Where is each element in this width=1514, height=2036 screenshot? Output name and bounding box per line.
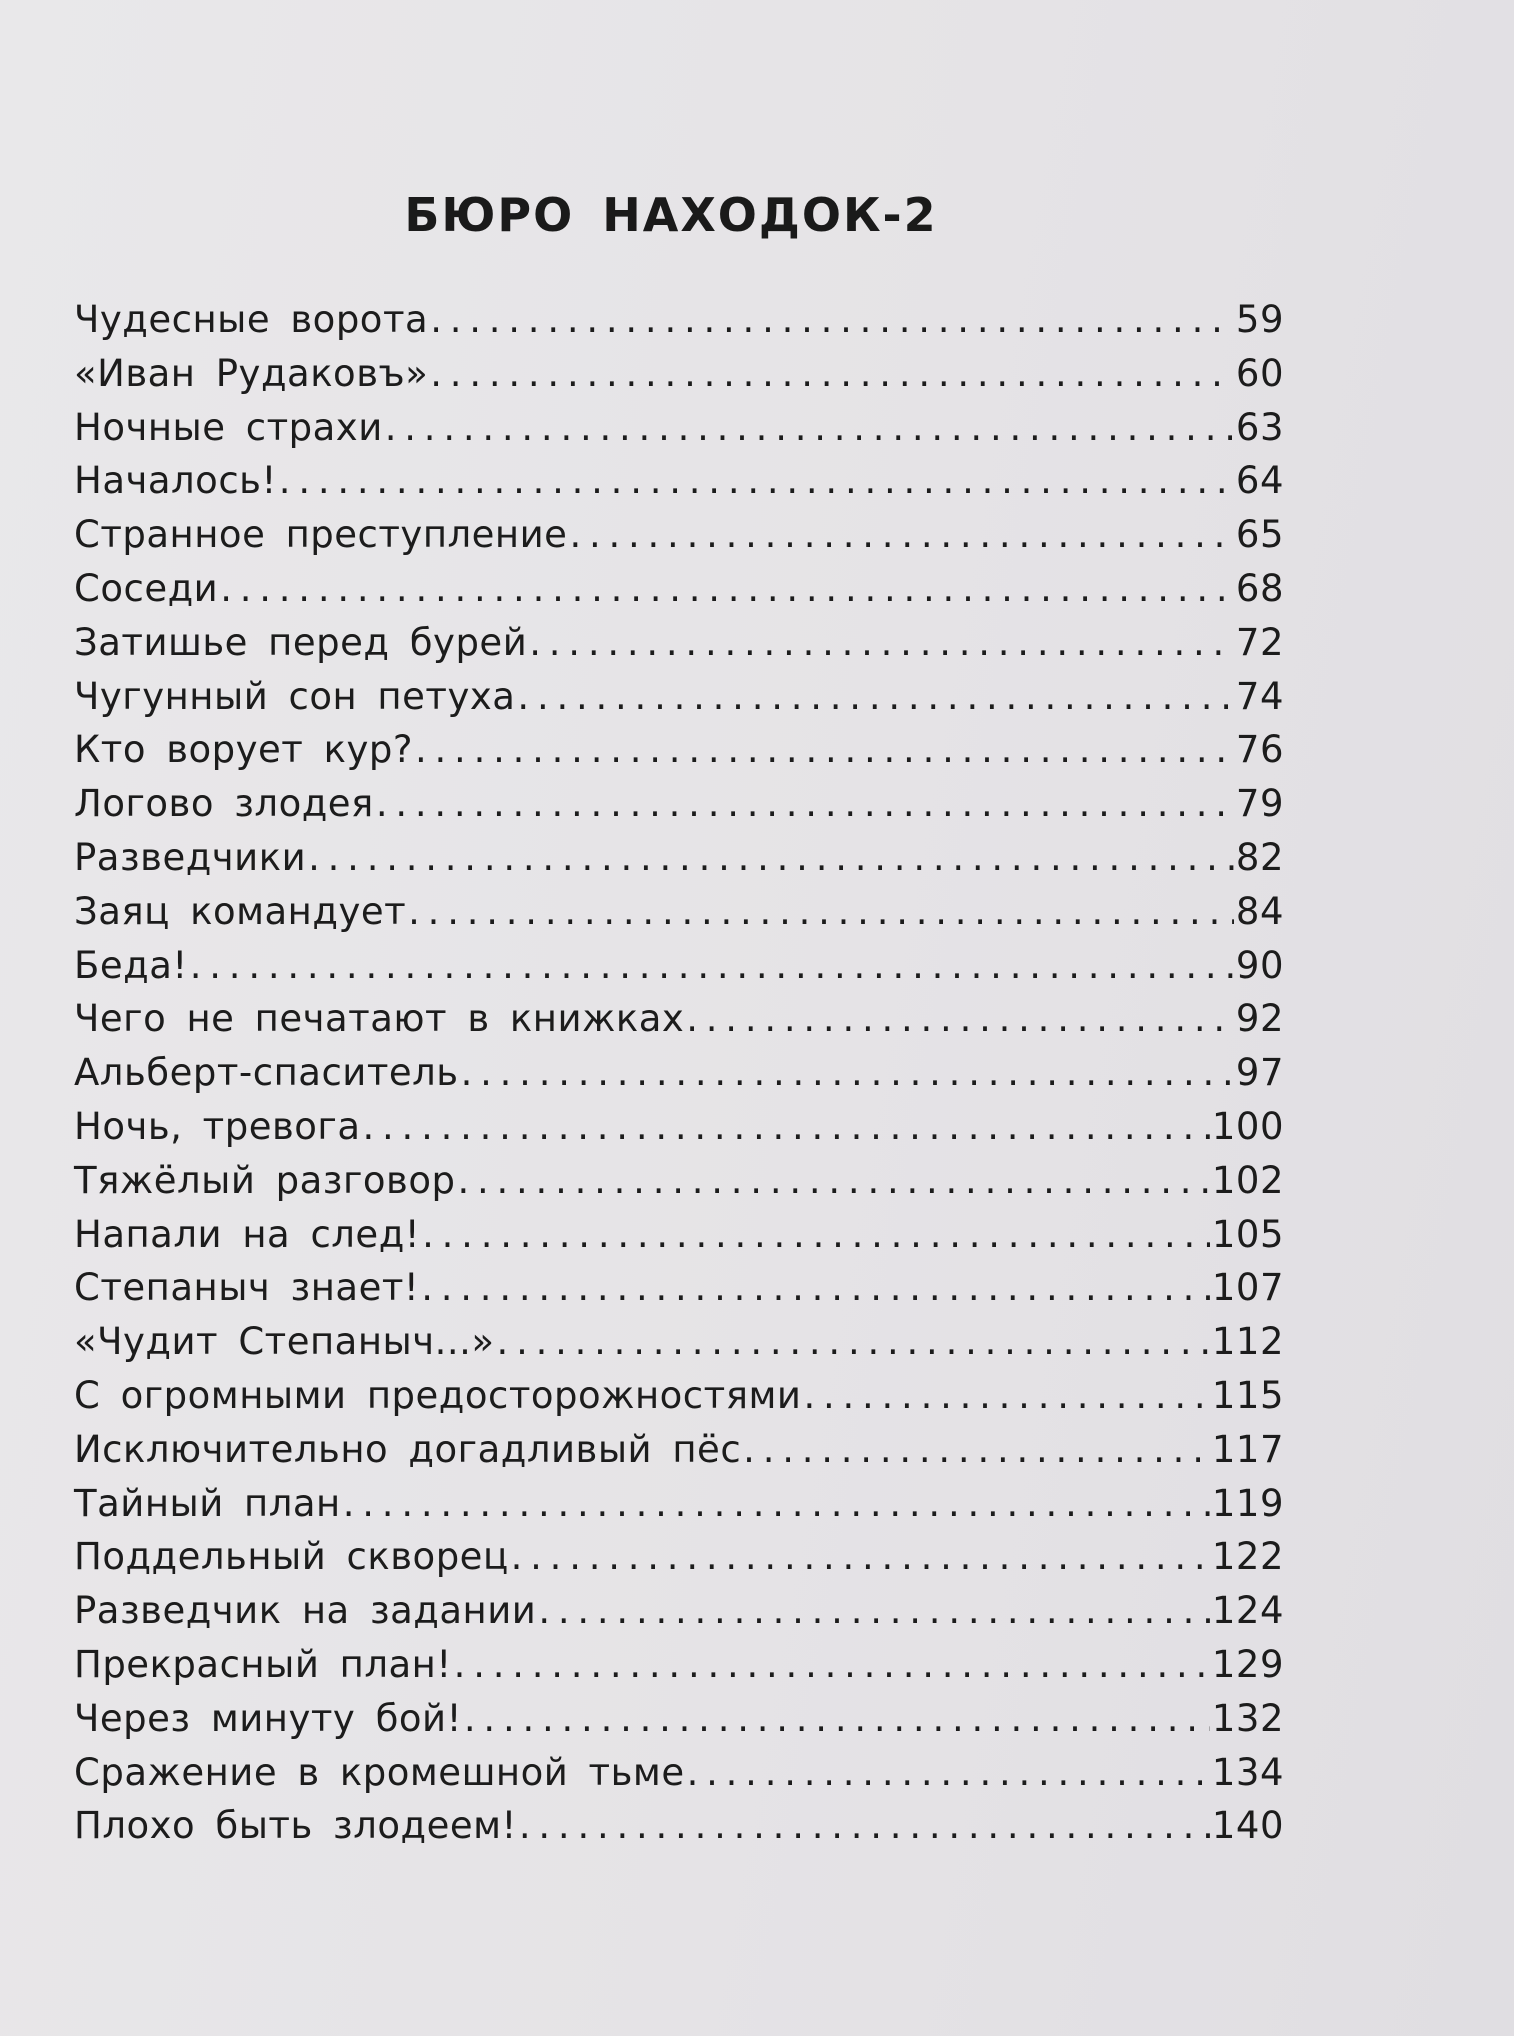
toc-entry [74, 513, 1284, 567]
toc-entry-title: Плохо быть злодеем! [74, 1804, 517, 1848]
toc-entry [74, 1697, 1284, 1751]
toc-entry [74, 836, 1284, 890]
toc-entry [74, 1643, 1284, 1697]
toc-entry [74, 1159, 1284, 1213]
toc-dot-leader [408, 890, 1234, 933]
toc-entry-page-number: 132 [1211, 1696, 1284, 1740]
toc-entry-page-number: 140 [1211, 1804, 1284, 1848]
toc-entry [74, 1482, 1284, 1536]
toc-entry-page-number: 59 [1235, 298, 1284, 341]
toc-dot-leader [422, 1213, 1210, 1256]
toc-dot-leader [190, 944, 1234, 987]
toc-dot-leader [687, 1751, 1210, 1794]
toc-entry [74, 1751, 1284, 1805]
toc-entry-title: Началось! [74, 459, 277, 503]
toc-entry-page-number: 82 [1235, 835, 1284, 879]
toc-entry-page-number: 124 [1211, 1589, 1284, 1633]
toc-entry-title: С огромными предосторожностями [74, 1373, 802, 1417]
toc-entry-page-number: 112 [1211, 1320, 1284, 1364]
toc-dot-leader [497, 1320, 1210, 1363]
toc-entry-page-number: 68 [1235, 566, 1284, 610]
toc-dot-leader [279, 459, 1234, 502]
toc-entry-title: Степаныч знает! [74, 1266, 420, 1310]
toc-dot-leader [569, 513, 1233, 556]
toc-entry-title: Напали на след! [74, 1212, 421, 1256]
toc-entry [74, 1804, 1284, 1858]
toc-dot-leader [430, 352, 1234, 395]
toc-entry-page-number: 117 [1211, 1427, 1284, 1471]
toc-entry [74, 352, 1284, 406]
toc-entry [74, 1051, 1284, 1105]
toc-entry-title: Затишье перед бурей [74, 620, 528, 664]
toc-entry-page-number: 119 [1211, 1481, 1284, 1525]
toc-dot-leader [415, 728, 1234, 771]
toc-entry-page-number: 134 [1211, 1750, 1284, 1794]
toc-entry [74, 1374, 1284, 1428]
toc-entry-title: «Иван Рудаковъ» [74, 351, 429, 395]
toc-dot-leader [376, 782, 1234, 825]
toc-dot-leader [529, 621, 1234, 664]
toc-dot-leader [421, 1266, 1210, 1309]
toc-entry-page-number: 92 [1235, 997, 1284, 1041]
toc-entry-page-number: 64 [1235, 459, 1284, 503]
toc-dot-leader [743, 1428, 1210, 1471]
toc-dot-leader [308, 836, 1234, 879]
toc-entry-title: Странное преступление [74, 513, 568, 557]
toc-dot-leader [464, 1697, 1210, 1740]
toc-entry-title: Беда! [74, 943, 188, 987]
toc-dot-leader [461, 1051, 1234, 1094]
toc-entry [74, 782, 1284, 836]
toc-entry-title: Чего не печатают в книжках [74, 997, 685, 1041]
table-of-contents [74, 298, 1284, 1858]
toc-entry-title: Чудесные ворота [74, 298, 429, 341]
toc-entry-title: Заяц командует [74, 889, 407, 933]
toc-entry [74, 1320, 1284, 1374]
toc-entry-page-number: 129 [1211, 1642, 1284, 1686]
toc-entry-title: «Чудит Степаныч...» [74, 1320, 495, 1364]
toc-entry-page-number: 90 [1235, 943, 1284, 987]
toc-entry-page-number: 63 [1235, 405, 1284, 449]
toc-entry [74, 890, 1284, 944]
toc-entry-title: Через минуту бой! [74, 1696, 462, 1740]
toc-entry [74, 567, 1284, 621]
toc-dot-leader [457, 1159, 1209, 1202]
toc-entry-title: Кто ворует кур? [74, 728, 413, 772]
toc-entry-page-number: 74 [1235, 674, 1284, 718]
toc-entry [74, 1589, 1284, 1643]
toc-entry-title: Тяжёлый разговор [74, 1158, 456, 1202]
toc-dot-leader [363, 1105, 1210, 1148]
toc-dot-leader [511, 1535, 1210, 1578]
toc-entry [74, 1428, 1284, 1482]
toc-entry-title: Соседи [74, 566, 219, 610]
toc-entry-page-number: 105 [1211, 1212, 1284, 1256]
toc-entry-title: Тайный план [74, 1481, 341, 1525]
toc-entry [74, 298, 1284, 352]
toc-entry [74, 1213, 1284, 1267]
toc-entry [74, 944, 1284, 998]
toc-entry-page-number: 107 [1211, 1266, 1284, 1310]
toc-dot-leader [220, 567, 1234, 610]
toc-entry [74, 621, 1284, 675]
toc-entry-page-number: 65 [1235, 513, 1284, 557]
toc-entry-title: Исключительно догадливый пёс [74, 1427, 742, 1471]
toc-entry-page-number: 115 [1211, 1373, 1284, 1417]
toc-entry-page-number: 84 [1235, 889, 1284, 933]
toc-entry-title: Ночные страхи [74, 405, 383, 449]
toc-entry-page-number: 102 [1211, 1158, 1284, 1202]
toc-entry [74, 1266, 1284, 1320]
toc-dot-leader [686, 997, 1234, 1040]
toc-entry-page-number: 100 [1211, 1104, 1284, 1148]
toc-dot-leader [519, 1804, 1210, 1847]
toc-dot-leader [517, 675, 1233, 718]
toc-entry [74, 997, 1284, 1051]
toc-entry-title: Логово злодея [74, 782, 374, 826]
toc-dot-leader [803, 1374, 1209, 1417]
toc-dot-leader [343, 1482, 1210, 1525]
toc-entry-title: Разведчик на задании [74, 1589, 537, 1633]
toc-dot-leader [430, 298, 1234, 341]
page-title: БЮРО НАХОДОК-2 [404, 188, 938, 242]
toc-entry-title: Сражение в кромешной тьме [74, 1750, 685, 1794]
toc-entry-page-number: 60 [1235, 351, 1284, 395]
toc-entry [74, 728, 1284, 782]
toc-entry-title: Ночь, тревога [74, 1104, 361, 1148]
toc-entry [74, 1535, 1284, 1589]
toc-dot-leader [454, 1643, 1210, 1686]
toc-entry [74, 1105, 1284, 1159]
toc-entry-page-number: 122 [1211, 1535, 1284, 1579]
toc-entry-page-number: 97 [1235, 1051, 1284, 1095]
toc-entry-page-number: 76 [1235, 728, 1284, 772]
toc-entry-title: Разведчики [74, 835, 307, 879]
toc-entry-page-number: 72 [1235, 620, 1284, 664]
toc-entry-title: Прекрасный план! [74, 1642, 452, 1686]
toc-entry [74, 459, 1284, 513]
toc-entry-title: Чугунный сон петуха [74, 674, 516, 718]
toc-entry [74, 406, 1284, 460]
toc-dot-leader [538, 1589, 1210, 1632]
toc-entry [74, 675, 1284, 729]
toc-entry-title: Альберт-спаситель [74, 1051, 459, 1095]
toc-entry-title: Поддельный скворец [74, 1535, 509, 1579]
toc-entry-page-number: 79 [1235, 782, 1284, 826]
toc-dot-leader [385, 406, 1234, 449]
